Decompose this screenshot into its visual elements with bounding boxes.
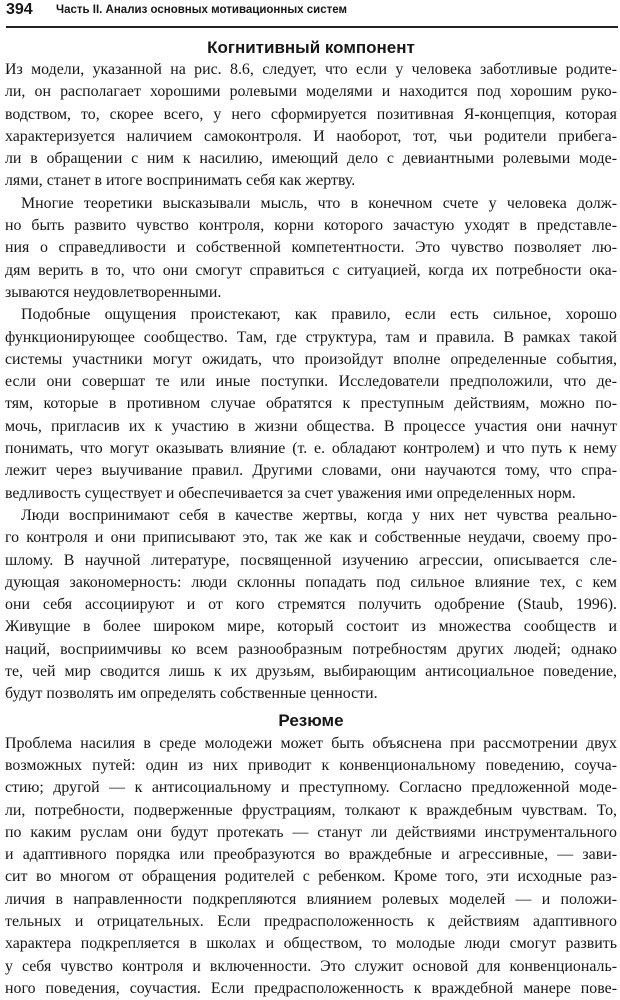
paragraph [5,505,617,706]
text-line: зываются неудовлетворенными. [5,283,222,301]
text-line: тям, которые в противном случае обратятся к преступным действиям, можно по- [5,395,617,413]
text-line: шлому. В научной литературе, посвященной изучению агрессии, описывается сле- [5,551,617,569]
page-number: 394 [6,1,33,18]
section-title-summary: Резюме [278,710,344,730]
text-line: по каким руслам они будут протекать — станут ли действиями инструментального [5,823,617,841]
text-line: Люди воспринимают себя в качестве жертвы, когда у них нет чувства реально- [21,506,617,524]
text-line: ли, потребности, подверженные фрустрациям, толкают к враждебным чувствам. То, [5,801,617,819]
section-cognitive-component [5,59,617,706]
section-title-cognitive-component: Когнитивный компонент [207,38,415,57]
text-line: ли, он располагает хорошими ролевыми моделями и находится под хорошим руко- [5,83,617,101]
text-line: у себя чувство контроля и включенности. Это служит основой для конвенциональ- [5,957,617,975]
text-line: лежит через выучивание правил. Другими словами, они научаются тому, что спра- [5,462,617,480]
page-content [5,37,617,1000]
text-line: и адаптивного порядка или преобразуются во враждебные и агрессивные, — зави- [5,846,617,864]
text-line: те, чей мир сводится лишь к их друзьям, выбирающим антисоциальное поведение, [5,663,617,681]
text-line: мочь, пригласив их к участию в жизни общества. В процессе участия они начнут [5,417,617,435]
text-line: сит во многом от обращения родителей с ребенком. Кроме того, эти исходные раз- [5,868,617,886]
paragraph [5,193,617,304]
text-line: го контроля и они приписывают это, так же как и собственные неудачи, своему про- [5,529,617,547]
text-line: тельных и отрицательных. Если предрасположенность к действиям адаптивного [5,912,617,930]
text-line: ведливость существует и обеспечивается за счет уважения ими определенных норм. [5,484,576,502]
running-head: Часть II. Анализ основных мотивационных систем [56,4,347,16]
section-summary [5,733,617,1000]
text-line: лями, станет в итоге воспринимать себя как жертву. [5,172,356,190]
paragraph [5,733,617,1000]
text-line: они себя ассоциируют и от кого стремятся получить одобрение (Staub, 1996). [5,596,617,614]
text-line: будут позволять им определять собственные ценности. [5,685,378,703]
page-header [6,0,618,28]
text-line: стию; другой — к антисоциальному и преступному. Согласно предложенной моде- [5,779,617,797]
text-line: Подобные ощущения проистекают, как правило, если есть сильное, хорошо [21,306,617,324]
text-line: наций, восприимчивы ко всем разнообразным потребностям других людей; однако [5,640,617,658]
text-line: но быть развито чувство контроля, корни которого зачастую уходят в представле- [5,217,617,235]
text-line: Многие теоретики высказывали мысль, что в конечном счете у человека долж- [21,194,617,212]
text-line: характера подкрепляется в школах и обществом, то молодые люди смогут развить [5,935,617,953]
paragraph [5,304,617,505]
text-line: Проблема насилия в среде молодежи может быть объяснена при рассмотрении двух [5,734,617,752]
text-line: ного поведения, соучастия. Если предрасположенность к враждебной манере пове- [5,979,617,997]
text-line: системы участники могут ожидать, что произойдут вполне определенные события, [5,350,617,368]
text-line: если они совершат те или иные поступки. Исследователи предположили, что де- [5,373,617,391]
text-line: ния о справедливости и собственной компетентности. Это чувство позволяет лю- [5,239,617,257]
text-line: Из модели, указанной на рис. 8.6, следует, что если у человека заботливые родите- [5,61,617,78]
text-line: ли в обращении с ним к насилию, имеющий дело с девиантными ролевыми моде- [5,150,617,168]
text-line: возможных путей: один из них приводит к конвенциональному поведению, соуча- [5,756,617,774]
paragraph [5,59,617,193]
text-line: водством, то, скорее всего, у него сформируется позитивная Я-концепция, которая [5,105,617,123]
text-line: дующая закономерность: люди склонны попадать под сильное влияние тех, с кем [5,573,617,591]
text-line: личия в направленности подкрепляются влиянием ролевых моделей — и положи- [5,890,617,908]
text-line: функционирующее сообщество. Там, где структура, там и правила. В рамках такой [5,328,617,346]
text-line: понимать, что могут оказывать влияние (т. е. обладают контролем) и что путь к нему [5,440,617,458]
text-line: характеризуется наличием самоконтроля. И наоборот, тот, чьи родители прибега- [5,127,617,145]
text-line: Живущие в более широком мире, который состоит из множества сообществ и [5,618,617,636]
text-line: дям верить в то, что они смогут справиться с ситуацией, когда их потребности ока- [5,261,617,279]
